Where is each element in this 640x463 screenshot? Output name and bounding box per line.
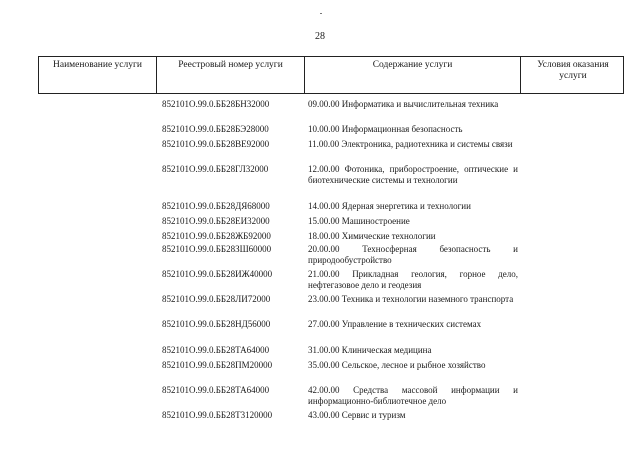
service-content: 43.00.00 Сервис и туризм: [308, 410, 406, 420]
service-content: 23.00.00 Техника и технологии наземного транспорта: [308, 294, 514, 304]
registry-number: 852101О.99.0.ББ28БН32000: [162, 99, 270, 109]
registry-number: 852101О.99.0.ББ28ЗШ60000: [162, 244, 272, 254]
registry-number: 852101О.99.0.ББ28ПМ20000: [162, 360, 273, 370]
page-number: 28: [315, 31, 325, 42]
service-content: 35.00.00 Сельское, лесное и рыбное хозяйство: [308, 360, 486, 370]
registry-number: 852101О.99.0.ББ28Т3120000: [162, 410, 273, 420]
scan-speck: [320, 13, 322, 14]
service-content: 09.00.00 Информатика и вычислительная техника: [308, 99, 499, 109]
header-registry-number: Реестровый номер услуги: [178, 60, 283, 70]
registry-number: 852101О.99.0.ББ28НД56000: [162, 319, 271, 329]
registry-number: 852101О.99.0.ББ28БЭ28000: [162, 124, 269, 134]
service-content: 42.00.00 Средства массовой информации и информационно-библиотечное дело: [308, 385, 518, 406]
registry-number: 852101О.99.0.ББ28ВЕ92000: [162, 139, 270, 149]
service-content: 21.00.00 Прикладная геология, горное дело, нефтегазовое дело и геодезия: [308, 269, 518, 290]
registry-number: 852101О.99.0.ББ28ИЖ40000: [162, 269, 273, 279]
column-divider: [623, 57, 624, 93]
service-content: 15.00.00 Машиностроение: [308, 216, 410, 226]
registry-number: 852101О.99.0.ББ28ТА64000: [162, 345, 270, 355]
service-content: 10.00.00 Информационная безопасность: [308, 124, 463, 134]
table-header: [38, 56, 624, 94]
service-content: 20.00.00 Техносферная безопасность и природообустройство: [308, 244, 518, 265]
header-content: Содержание услуги: [372, 60, 453, 70]
registry-number: 852101О.99.0.ББ28ДЯ68000: [162, 201, 270, 211]
service-content: 11.00.00 Электроника, радиотехника и системы связи: [308, 139, 513, 149]
registry-number: 852101О.99.0.ББ28ЕИ32000: [162, 216, 270, 226]
service-content: 14.00.00 Ядерная энергетика и технологии: [308, 201, 471, 211]
registry-number: 852101О.99.0.ББ28ЛИ72000: [162, 294, 271, 304]
registry-number: 852101О.99.0.ББ28ТА64000: [162, 385, 270, 395]
service-content: 12.00.00 Фотоника, приборостроение, оптические и биотехнические системы и технологии: [308, 164, 518, 185]
service-content: 27.00.00 Управление в технических системах: [308, 319, 482, 329]
service-content: 31.00.00 Клиническая медицина: [308, 345, 432, 355]
registry-number: 852101О.99.0.ББ28ГЛ32000: [162, 164, 269, 174]
header-conditions: Условия оказания услуги: [537, 60, 609, 81]
header-service-name: Наименование услуги: [53, 60, 142, 70]
column-divider: [520, 57, 521, 93]
service-content: 18.00.00 Химические технологии: [308, 231, 436, 241]
registry-number: 852101О.99.0.ББ28ЖБ92000: [162, 231, 271, 241]
